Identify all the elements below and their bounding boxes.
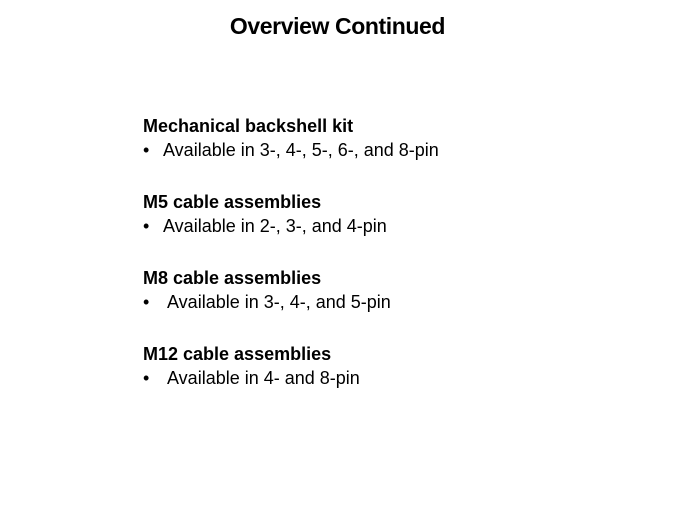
- section-m12-cable-assemblies: [143, 342, 643, 390]
- bullet-icon: •: [143, 368, 150, 388]
- bullet-text: Available in 4- and 8-pin: [167, 368, 360, 388]
- section-spacer: [143, 238, 643, 266]
- bullet-item: [143, 366, 643, 390]
- section-heading: M5 cable assemblies: [143, 192, 322, 212]
- section-heading: M8 cable assemblies: [143, 268, 322, 288]
- bullet-icon: •: [143, 292, 150, 312]
- bullet-icon: •: [143, 140, 150, 160]
- bullet-icon: •: [143, 216, 150, 236]
- bullet-item: [143, 138, 643, 162]
- bullet-text: Available in 3-, 4-, 5-, 6-, and 8-pin: [163, 140, 439, 160]
- section-spacer: [143, 162, 643, 190]
- slide-title: Overview Continued: [229, 13, 446, 39]
- bullet-item: [143, 290, 643, 314]
- section-m8-cable-assemblies: [143, 266, 643, 314]
- bullet-text: Available in 3-, 4-, and 5-pin: [167, 292, 391, 312]
- section-heading: M12 cable assemblies: [143, 344, 332, 364]
- bullet-text: Available in 2-, 3-, and 4-pin: [163, 216, 387, 236]
- section-spacer: [143, 314, 643, 342]
- bullet-item: [143, 214, 643, 238]
- section-mechanical-backshell-kit: [143, 114, 643, 162]
- section-heading: Mechanical backshell kit: [143, 116, 354, 136]
- section-m5-cable-assemblies: [143, 190, 643, 238]
- slide-content: [143, 114, 643, 390]
